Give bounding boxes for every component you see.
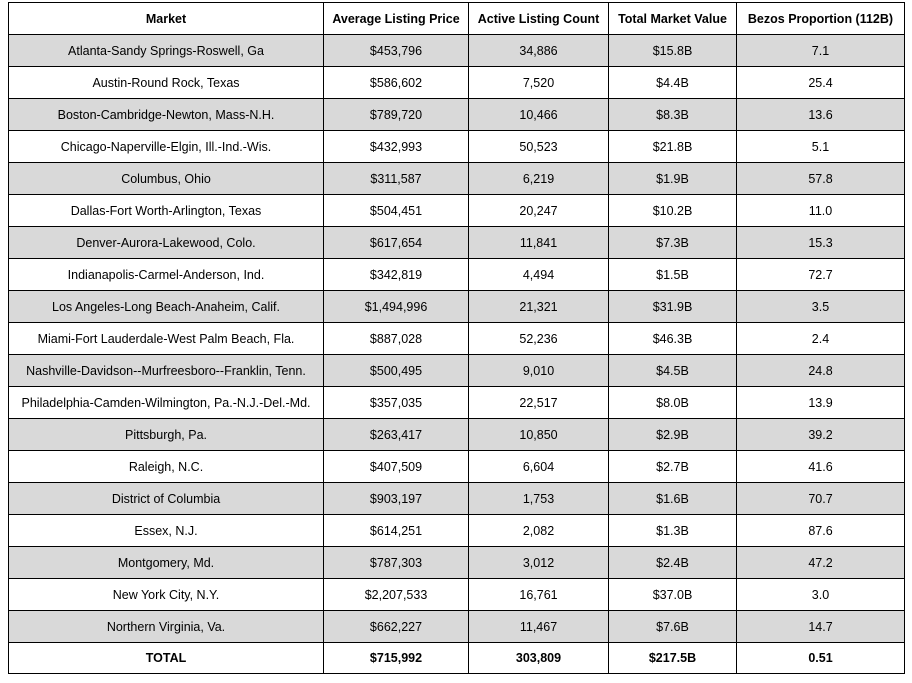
cell-average-listing-price: $1,494,996	[324, 291, 469, 323]
cell-average-listing-price: $263,417	[324, 419, 469, 451]
table-row	[9, 99, 905, 131]
cell-average-listing-price: $787,303	[324, 547, 469, 579]
header-row	[9, 3, 905, 35]
cell-total-market-value: $1.9B	[609, 163, 737, 195]
cell-bezos-proportion: 13.6	[737, 99, 905, 131]
cell-market: Montgomery, Md.	[9, 547, 324, 579]
cell-total-market-value: $1.6B	[609, 483, 737, 515]
cell-market: Atlanta-Sandy Springs-Roswell, Ga	[9, 35, 324, 67]
cell-active-listing-count: 10,850	[469, 419, 609, 451]
cell-average-listing-price: $887,028	[324, 323, 469, 355]
cell-total-market-value: $46.3B	[609, 323, 737, 355]
cell-active-listing-count: 21,321	[469, 291, 609, 323]
cell-active-listing-count: 2,082	[469, 515, 609, 547]
cell-bezos-proportion: 24.8	[737, 355, 905, 387]
table-row	[9, 483, 905, 515]
cell-market: District of Columbia	[9, 483, 324, 515]
cell-bezos-proportion: 14.7	[737, 611, 905, 643]
cell-bezos-proportion: 72.7	[737, 259, 905, 291]
table-header	[9, 3, 905, 35]
cell-market: Philadelphia-Camden-Wilmington, Pa.-N.J.-Del.-Md.	[9, 387, 324, 419]
cell-average-listing-price: $311,587	[324, 163, 469, 195]
cell-average-listing-price: $357,035	[324, 387, 469, 419]
header-active-listing-count: Active Listing Count	[469, 3, 609, 35]
table-body	[9, 35, 905, 643]
cell-total-market-value: $2.9B	[609, 419, 737, 451]
cell-total-market-value: $31.9B	[609, 291, 737, 323]
cell-total-market-value: $7.6B	[609, 611, 737, 643]
table-row	[9, 259, 905, 291]
cell-active-listing-count: 9,010	[469, 355, 609, 387]
cell-total-market-value: $4.4B	[609, 67, 737, 99]
cell-total-market-value: $7.3B	[609, 227, 737, 259]
cell-bezos-proportion: 7.1	[737, 35, 905, 67]
cell-bezos-proportion: 13.9	[737, 387, 905, 419]
cell-active-listing-count: 11,841	[469, 227, 609, 259]
cell-market: Austin-Round Rock, Texas	[9, 67, 324, 99]
table-row	[9, 35, 905, 67]
table-row	[9, 323, 905, 355]
cell-average-listing-price: $614,251	[324, 515, 469, 547]
cell-market: Nashville-Davidson--Murfreesboro--Franklin, Tenn.	[9, 355, 324, 387]
table-footer	[9, 643, 905, 674]
cell-bezos-proportion: 3.5	[737, 291, 905, 323]
header-market: Market	[9, 3, 324, 35]
cell-market: Dallas-Fort Worth-Arlington, Texas	[9, 195, 324, 227]
cell-active-listing-count: 7,520	[469, 67, 609, 99]
cell-average-listing-price: $500,495	[324, 355, 469, 387]
cell-market: Chicago-Naperville-Elgin, Ill.-Ind.-Wis.	[9, 131, 324, 163]
header-bezos-proportion: Bezos Proportion (112B)	[737, 3, 905, 35]
cell-total-market-value: $2.7B	[609, 451, 737, 483]
table-row	[9, 451, 905, 483]
cell-market: Pittsburgh, Pa.	[9, 419, 324, 451]
cell-active-listing-count: 50,523	[469, 131, 609, 163]
cell-total-market-value: $1.3B	[609, 515, 737, 547]
cell-bezos-proportion: 47.2	[737, 547, 905, 579]
cell-bezos-proportion: 5.1	[737, 131, 905, 163]
cell-total-market-value: $21.8B	[609, 131, 737, 163]
table-row	[9, 227, 905, 259]
cell-bezos-proportion: 41.6	[737, 451, 905, 483]
cell-active-listing-count: 22,517	[469, 387, 609, 419]
cell-bezos-proportion: 25.4	[737, 67, 905, 99]
cell-active-listing-count: 20,247	[469, 195, 609, 227]
table-row	[9, 515, 905, 547]
cell-market: Los Angeles-Long Beach-Anaheim, Calif.	[9, 291, 324, 323]
cell-average-listing-price: $342,819	[324, 259, 469, 291]
total-label: TOTAL	[9, 643, 324, 674]
table-row	[9, 355, 905, 387]
cell-average-listing-price: $903,197	[324, 483, 469, 515]
cell-active-listing-count: 3,012	[469, 547, 609, 579]
cell-active-listing-count: 11,467	[469, 611, 609, 643]
cell-total-market-value: $10.2B	[609, 195, 737, 227]
cell-total-market-value: $15.8B	[609, 35, 737, 67]
cell-market: New York City, N.Y.	[9, 579, 324, 611]
cell-bezos-proportion: 3.0	[737, 579, 905, 611]
cell-bezos-proportion: 39.2	[737, 419, 905, 451]
market-table	[8, 2, 905, 674]
table-row	[9, 547, 905, 579]
cell-average-listing-price: $662,227	[324, 611, 469, 643]
cell-total-market-value: $4.5B	[609, 355, 737, 387]
cell-active-listing-count: 34,886	[469, 35, 609, 67]
total-bezos-proportion: 0.51	[737, 643, 905, 674]
cell-active-listing-count: 52,236	[469, 323, 609, 355]
total-row	[9, 643, 905, 674]
header-average-listing-price: Average Listing Price	[324, 3, 469, 35]
cell-active-listing-count: 4,494	[469, 259, 609, 291]
cell-average-listing-price: $432,993	[324, 131, 469, 163]
cell-average-listing-price: $2,207,533	[324, 579, 469, 611]
table-row	[9, 579, 905, 611]
cell-total-market-value: $37.0B	[609, 579, 737, 611]
cell-average-listing-price: $789,720	[324, 99, 469, 131]
cell-average-listing-price: $407,509	[324, 451, 469, 483]
cell-active-listing-count: 1,753	[469, 483, 609, 515]
cell-average-listing-price: $453,796	[324, 35, 469, 67]
cell-market: Raleigh, N.C.	[9, 451, 324, 483]
cell-average-listing-price: $617,654	[324, 227, 469, 259]
cell-average-listing-price: $504,451	[324, 195, 469, 227]
table-row	[9, 195, 905, 227]
cell-active-listing-count: 6,604	[469, 451, 609, 483]
cell-bezos-proportion: 11.0	[737, 195, 905, 227]
cell-market: Northern Virginia, Va.	[9, 611, 324, 643]
table-row	[9, 291, 905, 323]
cell-active-listing-count: 16,761	[469, 579, 609, 611]
total-active-listing-count: 303,809	[469, 643, 609, 674]
cell-market: Columbus, Ohio	[9, 163, 324, 195]
total-average-listing-price: $715,992	[324, 643, 469, 674]
table-row	[9, 67, 905, 99]
cell-total-market-value: $8.0B	[609, 387, 737, 419]
cell-market: Boston-Cambridge-Newton, Mass-N.H.	[9, 99, 324, 131]
table-row	[9, 163, 905, 195]
cell-bezos-proportion: 15.3	[737, 227, 905, 259]
cell-market: Indianapolis-Carmel-Anderson, Ind.	[9, 259, 324, 291]
cell-market: Denver-Aurora-Lakewood, Colo.	[9, 227, 324, 259]
table-row	[9, 387, 905, 419]
cell-average-listing-price: $586,602	[324, 67, 469, 99]
table-row	[9, 611, 905, 643]
cell-total-market-value: $8.3B	[609, 99, 737, 131]
header-total-market-value: Total Market Value	[609, 3, 737, 35]
cell-total-market-value: $2.4B	[609, 547, 737, 579]
cell-market: Miami-Fort Lauderdale-West Palm Beach, Fla.	[9, 323, 324, 355]
cell-bezos-proportion: 57.8	[737, 163, 905, 195]
cell-total-market-value: $1.5B	[609, 259, 737, 291]
cell-bezos-proportion: 2.4	[737, 323, 905, 355]
cell-market: Essex, N.J.	[9, 515, 324, 547]
cell-bezos-proportion: 70.7	[737, 483, 905, 515]
table-row	[9, 131, 905, 163]
cell-active-listing-count: 10,466	[469, 99, 609, 131]
table-row	[9, 419, 905, 451]
cell-bezos-proportion: 87.6	[737, 515, 905, 547]
total-market-value: $217.5B	[609, 643, 737, 674]
cell-active-listing-count: 6,219	[469, 163, 609, 195]
